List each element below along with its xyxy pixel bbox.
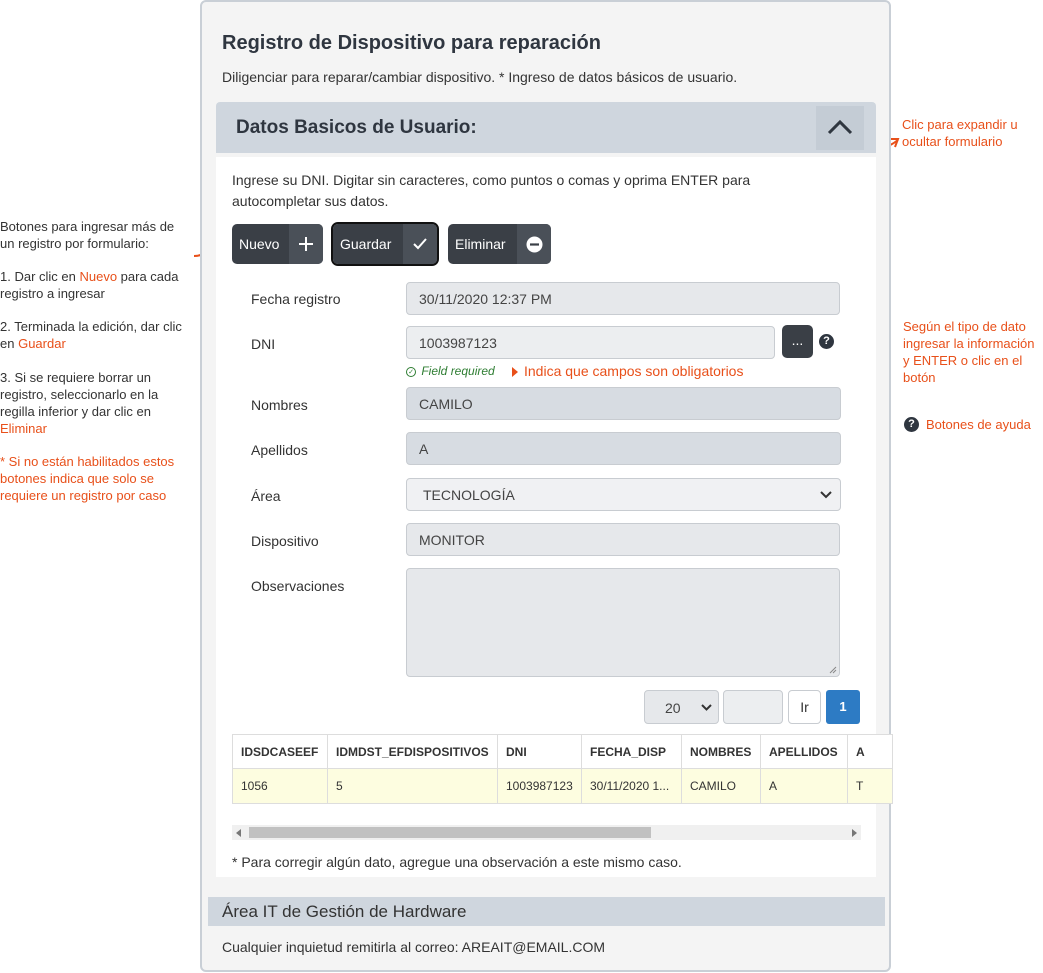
help-icon[interactable]: ? [819,334,834,349]
grid-header-cell[interactable]: DNI [498,735,582,769]
grid-header-cell[interactable]: NOMBRES [682,735,761,769]
grid-header-cell[interactable]: FECHA_DISP [582,735,682,769]
check-icon [403,224,437,264]
resize-handle-icon[interactable] [828,665,837,674]
scroll-right-icon[interactable] [852,829,857,837]
chevron-down-icon [820,491,832,499]
fecha-label: Fecha registro [251,291,341,307]
area-select-value: TECNOLOGÍA [423,487,515,503]
nombres-field[interactable]: CAMILO [406,387,841,420]
annotation-step-2-text: 2. Terminada la edición, dar clic en [0,319,182,351]
grid-cell: T [848,769,893,803]
page-subtitle: Diligenciar para reparar/cambiar dispositivo. * Ingreso de datos básicos de usuario. [222,69,738,85]
dispositivo-label: Dispositivo [251,533,319,549]
footer-contact: Cualquier inquietud remitirla al correo: AREAIT@EMAIL.COM [222,939,606,955]
page-title: Registro de Dispositivo para reparación [222,32,601,54]
annotation-step-1-highlight: Nuevo [79,269,118,284]
collapse-button[interactable] [816,106,864,150]
new-button[interactable] [232,224,323,264]
scrollbar-thumb[interactable] [249,827,651,838]
annotation-step-3-text: 3. Si se requiere borrar un registro, seleccionarlo en la regilla inferior y dar clic en [0,370,159,419]
annotation-step-2-highlight: Guardar [18,336,66,351]
fecha-field[interactable]: 30/11/2020 12:37 PM [406,282,840,315]
triangle-right-icon [512,367,518,377]
annotation-step-3-highlight: Eliminar [0,421,47,436]
dni-field[interactable]: 1003987123 [406,326,775,359]
grid-cell: 1056 [233,769,328,803]
annotation-dni-help: Según el tipo de dato ingresar la información y ENTER o clic en el botón [903,319,1035,385]
footer-title: Área IT de Gestión de Hardware [222,902,467,921]
area-select[interactable] [406,478,841,511]
annotation-help-buttons: Botones de ayuda [926,417,1031,432]
correction-note: * Para corregir algún dato, agregue una observación a este mismo caso. [232,854,682,870]
horizontal-scrollbar[interactable] [232,825,861,840]
new-button-label: Nuevo [239,236,280,252]
grid-header-cell[interactable]: APELLIDOS [761,735,848,769]
annotation-required-text: Indica que campos son obligatorios [524,363,744,379]
check-circle-icon: ✓ [406,367,416,377]
annotation-step-1-text-a: 1. Dar clic en [0,269,80,284]
minus-circle-icon [517,224,551,264]
page-size-value: 20 [665,700,681,716]
scroll-left-icon[interactable] [236,829,241,837]
grid-header-cell[interactable]: A [848,735,893,769]
section-title: Datos Basicos de Usuario: [236,117,477,138]
annotation-required [512,363,743,379]
annotation-step-3 [0,369,178,437]
save-button[interactable] [333,224,437,264]
apellidos-field[interactable]: A [406,432,841,465]
go-button[interactable]: Ir [788,690,821,724]
nombres-label: Nombres [251,397,308,413]
grid-cell: 1003987123 [498,769,582,803]
form-panel [216,157,876,877]
grid-header-cell[interactable]: IDMDST_EFDISPOSITIVOS [328,735,498,769]
chevron-down-icon [701,704,712,711]
observaciones-textarea[interactable] [406,568,840,677]
section-header [216,102,876,153]
plus-icon [289,224,323,264]
apellidos-label: Apellidos [251,442,308,458]
annotation-left-intro: Botones para ingresar más de un registro por formulario: [0,219,175,251]
annotation-step-1 [0,268,190,302]
grid-header-row [233,734,893,769]
page-size-select[interactable] [644,690,719,724]
delete-button-label: Eliminar [455,236,506,252]
table-row[interactable] [233,769,893,804]
grid-cell: 5 [328,769,498,803]
help-icon: ? [904,417,919,432]
required-indicator [406,364,495,378]
chevron-up-icon [827,119,853,135]
dispositivo-field[interactable]: MONITOR [406,523,840,556]
grid-cell: 30/11/2020 1... [582,769,682,803]
observaciones-label: Observaciones [251,578,345,594]
page-number-input[interactable] [723,690,783,724]
records-grid [232,734,865,804]
form-card [200,0,891,972]
page-button-current[interactable]: 1 [826,690,860,724]
area-label: Área [251,488,281,504]
save-button-label: Guardar [340,236,392,252]
annotation-step-2 [0,318,195,352]
grid-header-cell[interactable]: IDSDCASEEF [233,735,328,769]
required-text: Field required [421,364,495,378]
grid-cell: A [761,769,848,803]
annotation-expand: Clic para expandir u ocultar formulario [902,117,1018,149]
grid-cell: CAMILO [682,769,761,803]
annotation-left-note: * Si no están habilitados estos botones indica que solo se requiere un registro por caso [0,454,175,503]
dni-lookup-button[interactable]: ... [782,325,813,358]
dni-hint: Ingrese su DNI. Digitar sin caracteres, como puntos o comas y oprima ENTER para autocompletar sus datos. [232,172,751,209]
footer-bar [208,897,885,926]
dni-label: DNI [251,336,276,352]
delete-button[interactable] [448,224,551,264]
annotation-step-1-text-b: para cada registro a ingresar [0,269,179,301]
